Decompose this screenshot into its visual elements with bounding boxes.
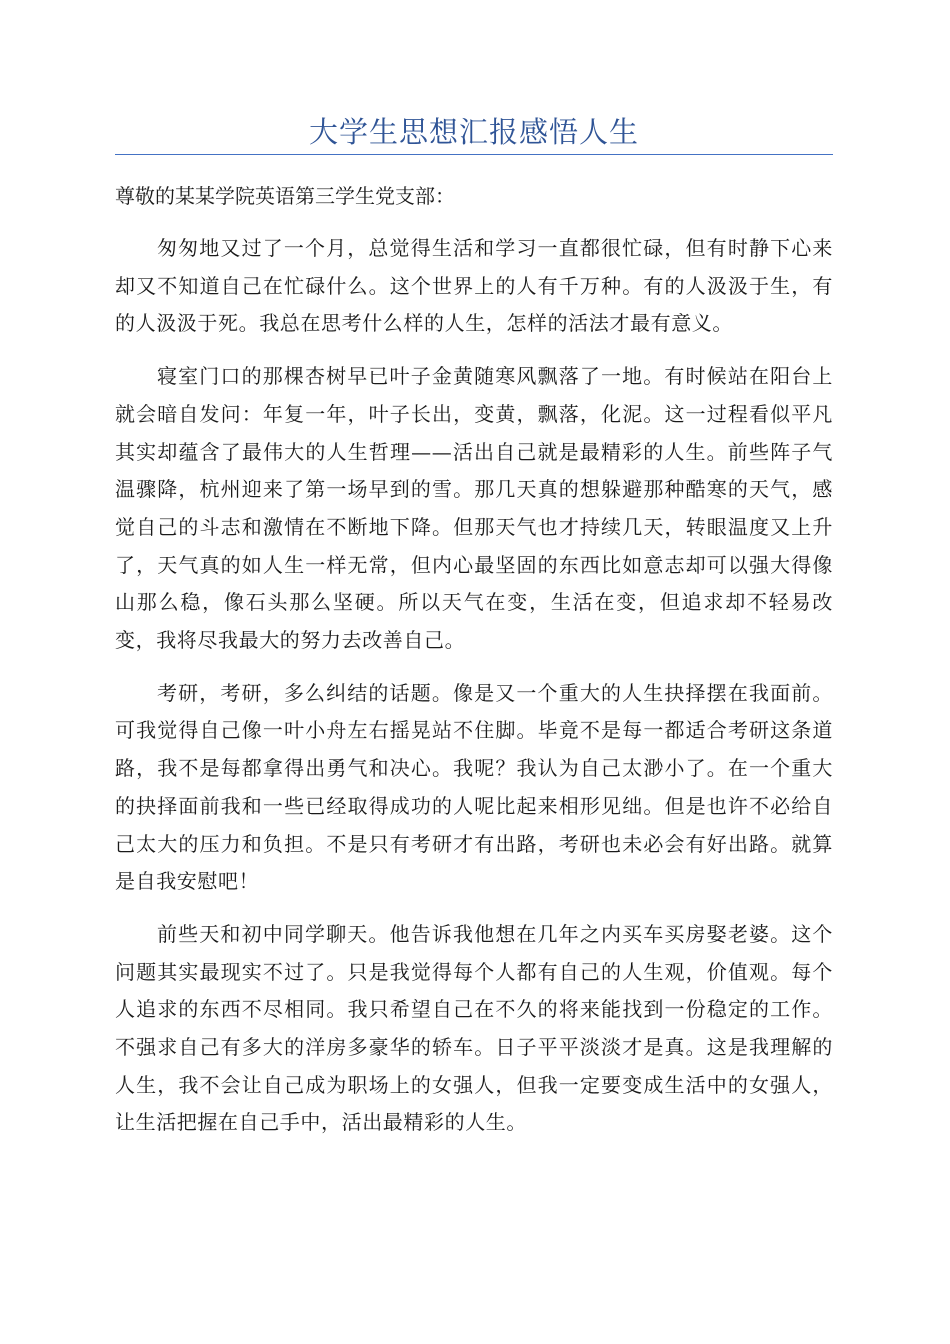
paragraph-4: 前些天和初中同学聊天。他告诉我他想在几年之内买车买房娶老婆。这个问题其实最现实不过了。只是我觉得每个人都有自己的人生观，价值观。每个人追求的东西不尽相同。我只希望自己在不久的将来能找到一份稳定的工作。不强求自己有多大的洋房多豪华的轿车。日子平平淡淡才是真。这是我理解的人生，我不会让自己成为职场上的女强人，但我一定要变成生活中的女强人，让生活把握在自己手中，活出最精彩的人生。: [115, 921, 833, 1135]
paragraph-3: 考研，考研，多么纠结的话题。像是又一个重大的人生抉择摆在我面前。可我觉得自己像一叶小舟左右摇晃站不住脚。毕竟不是每一都适合考研这条道路，我不是每都拿得出勇气和决心。我呢？我认为自己太渺小了。在一个重大的抉择面前我和一些已经取得成功的人呢比起来相形见绌。但是也许不必给自己太大的压力和负担。不是只有考研才有出路，考研也未必会有好出路。就算是自我安慰吧！: [115, 680, 833, 894]
paragraph-2: 寝室门口的那棵杏树早已叶子金黄随寒风飘落了一地。有时候站在阳台上就会暗自发问：年复一年，叶子长出，变黄，飘落，化泥。这一过程看似平凡其实却蕴含了最伟大的人生哲理——活出自己就是最精彩的人生。前些阵子气温骤降，杭州迎来了第一场早到的雪。那几天真的想躲避那种酷寒的天气，感觉自己的斗志和激情在不断地下降。但那天气也才持续几天，转眼温度又上升了，天气真的如人生一样无常，但内心最坚固的东西比如意志却可以强大得像山那么稳，像石头那么坚硬。所以天气在变，生活在变，但追求却不轻易改变，我将尽我最大的努力去改善自己。: [115, 364, 833, 653]
salutation: 尊敬的某某学院英语第三学生党支部：: [115, 184, 455, 208]
document-title: 大学生思想汇报感悟人生: [308, 115, 639, 149]
paragraph-1: 匆匆地又过了一个月，总觉得生活和学习一直都很忙碌，但有时静下心来却又不知道自己在忙碌什么。这个世界上的人有千万种。有的人汲汲于生，有的人汲汲于死。我总在思考什么样的人生，怎样的活法才最有意义。: [115, 236, 833, 336]
document-body: [115, 177, 833, 1142]
title-underline: [115, 154, 833, 155]
